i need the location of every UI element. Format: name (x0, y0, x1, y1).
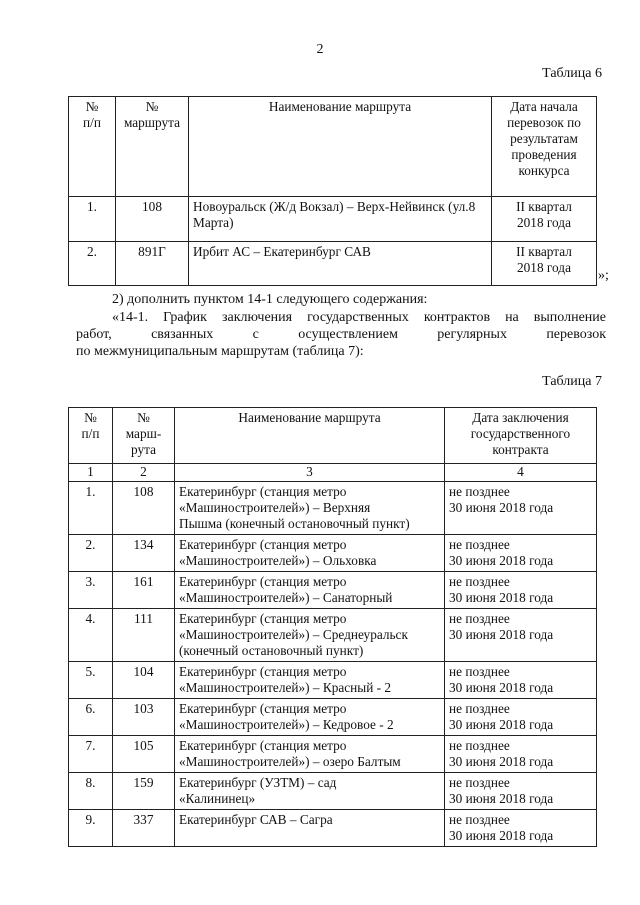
table6 (68, 96, 597, 286)
table7-cell-num: 8. (69, 773, 113, 810)
table-row (69, 699, 597, 736)
table6-cell-num: 2. (69, 242, 116, 286)
table7-cell-name: Екатеринбург (станция метро «Машиностроителей») – Санаторный (175, 572, 445, 609)
table7-index-cell: 3 (175, 464, 445, 482)
table7-cell-name: Екатеринбург (станция метро «Машиностроителей») – Красный - 2 (175, 662, 445, 699)
table7-cell-num: 4. (69, 609, 113, 662)
table-row (69, 572, 597, 609)
table6-cell-date: II квартал 2018 года (492, 242, 597, 286)
table6-cell-num: 1. (69, 197, 116, 242)
table7-cell-route: 105 (113, 736, 175, 773)
table7-cell-route: 159 (113, 773, 175, 810)
table7-cell-num: 5. (69, 662, 113, 699)
table7-cell-name: Екатеринбург (станция метро «Машиностроителей») – Верхняя Пышма (конечный остановочный пункт) (175, 482, 445, 535)
table7-cell-date: не позднее 30 июня 2018 года (445, 609, 597, 662)
table-row (69, 197, 597, 242)
table7-index-row (69, 464, 597, 482)
page-number: 2 (316, 42, 324, 57)
table-row (69, 662, 597, 699)
table7-cell-num: 2. (69, 535, 113, 572)
table7-cell-date: не позднее 30 июня 2018 года (445, 773, 597, 810)
table6-header-name: Наименование маршрута (189, 97, 492, 197)
table6-header-row (69, 97, 597, 197)
closing-quote: »; (598, 268, 609, 283)
table7-cell-route: 103 (113, 699, 175, 736)
table6-caption: Таблица 6 (542, 66, 602, 81)
table7-cell-route: 108 (113, 482, 175, 535)
table6-cell-route: 891Г (116, 242, 189, 286)
table6-cell-name: Новоуральск (Ж/д Вокзал) – Верх-Нейвинск (ул.8 Марта) (189, 197, 492, 242)
table7-cell-date: не позднее 30 июня 2018 года (445, 699, 597, 736)
table6-cell-name: Ирбит АС – Екатеринбург САВ (189, 242, 492, 286)
table6-cell-route: 108 (116, 197, 189, 242)
paragraph-14-1-line2: работ, связанных с осуществлением регулярных перевозок (76, 327, 606, 342)
table7-cell-route: 111 (113, 609, 175, 662)
table7-header-name: Наименование маршрута (175, 408, 445, 464)
table-row (69, 773, 597, 810)
table-row (69, 609, 597, 662)
table7-cell-num: 6. (69, 699, 113, 736)
table7-cell-num: 1. (69, 482, 113, 535)
table6-header-date: Дата начала перевозок по результатам проведения конкурса (492, 97, 597, 197)
table7-cell-route: 134 (113, 535, 175, 572)
table7-cell-num: 7. (69, 736, 113, 773)
paragraph-14-1-line3: по межмуниципальным маршрутам (таблица 7): (76, 344, 364, 359)
paragraph-item-2: 2) дополнить пунктом 14-1 следующего содержания: (112, 292, 428, 307)
table7-cell-name: Екатеринбург (станция метро «Машиностроителей») – озеро Балтым (175, 736, 445, 773)
table7-cell-name: Екатеринбург (станция метро «Машиностроителей») – Среднеуральск (конечный остановочный пункт) (175, 609, 445, 662)
table7-index-cell: 2 (113, 464, 175, 482)
table7 (68, 407, 597, 847)
table7-cell-route: 161 (113, 572, 175, 609)
table7-cell-num: 3. (69, 572, 113, 609)
table7-header-row (69, 408, 597, 464)
table7-cell-name: Екатеринбург (станция метро «Машиностроителей») – Ольховка (175, 535, 445, 572)
table7-header-route-no: № марш- рута (113, 408, 175, 464)
table7-cell-date: не позднее 30 июня 2018 года (445, 810, 597, 847)
table-row (69, 242, 597, 286)
table7-index-cell: 4 (445, 464, 597, 482)
table6-header-num: № п/п (69, 97, 116, 197)
table7-caption: Таблица 7 (542, 374, 602, 389)
table-row (69, 736, 597, 773)
table7-header-num: № п/п (69, 408, 113, 464)
table7-cell-num: 9. (69, 810, 113, 847)
table7-cell-name: Екатеринбург (станция метро «Машиностроителей») – Кедровое - 2 (175, 699, 445, 736)
table7-cell-date: не позднее 30 июня 2018 года (445, 482, 597, 535)
table7-cell-date: не позднее 30 июня 2018 года (445, 572, 597, 609)
table7-cell-route: 104 (113, 662, 175, 699)
table-row (69, 482, 597, 535)
table7-cell-date: не позднее 30 июня 2018 года (445, 736, 597, 773)
table7-cell-name: Екатеринбург САВ – Сагра (175, 810, 445, 847)
table7-cell-date: не позднее 30 июня 2018 года (445, 662, 597, 699)
table7-index-cell: 1 (69, 464, 113, 482)
paragraph-14-1-line1: «14-1. График заключения государственных контрактов на выполнение (112, 310, 606, 325)
table6-cell-date: II квартал 2018 года (492, 197, 597, 242)
table7-header-date: Дата заключения государственного контракта (445, 408, 597, 464)
table-row (69, 810, 597, 847)
table7-cell-route: 337 (113, 810, 175, 847)
table6-header-route-no: № маршрута (116, 97, 189, 197)
table7-cell-date: не позднее 30 июня 2018 года (445, 535, 597, 572)
table7-cell-name: Екатеринбург (УЗТМ) – сад «Калининец» (175, 773, 445, 810)
table-row (69, 535, 597, 572)
